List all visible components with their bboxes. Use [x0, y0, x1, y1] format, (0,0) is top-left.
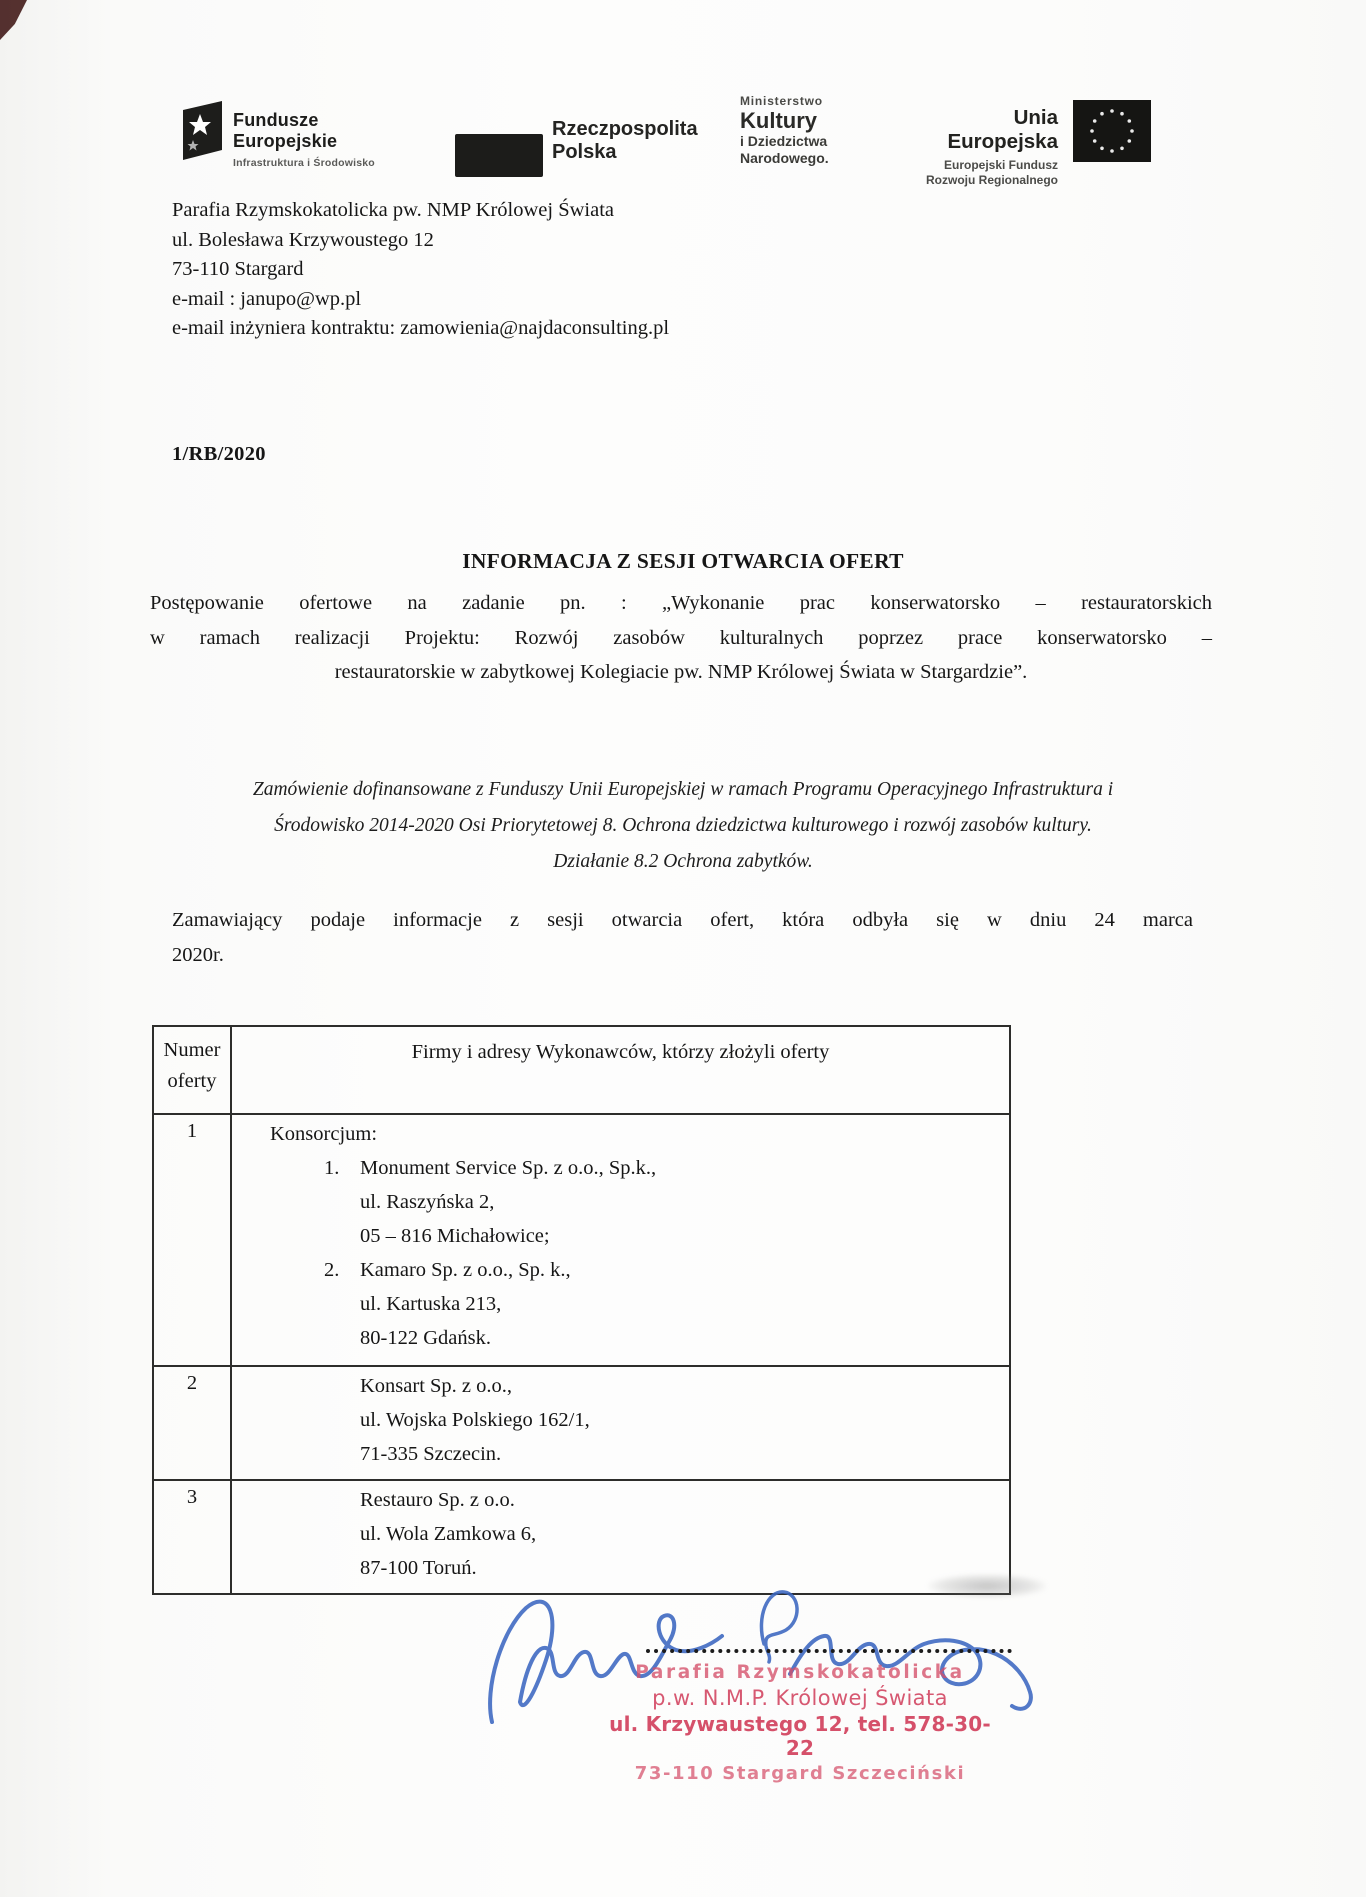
offers-table [152, 1025, 1011, 1595]
fundusze-europejskie-flag-icon [180, 100, 226, 162]
intro-line: restauratorskie w zabytkowej Kolegiacie pw. NMP Królowej Świata w Stargardzie”. [334, 661, 1028, 683]
sender-city: 73-110 Stargard [172, 258, 304, 280]
ministry-line1: Ministerstwo [740, 94, 823, 108]
funding-note-line: Działanie 8.2 Ochrona zabytków. [553, 851, 813, 872]
case-number: 1/RB/2020 [172, 443, 266, 465]
companies-header: Firmy i adresy Wykonawców, którzy złożyli oferty [411, 1041, 830, 1063]
eu-flag-icon [1073, 100, 1151, 162]
company-line: ul. Wola Zamkowa 6, [360, 1523, 537, 1545]
member-line: 05 – 816 Michałowice; [360, 1225, 550, 1247]
intro-line: Postępowanie ofertowe na zadanie pn. : „Wykonanie prac konserwatorsko – restauratorskich [150, 592, 1212, 614]
intro-paragraph [150, 586, 1212, 690]
stamp-line-patron: p.w. N.M.P. Królowej Świata [652, 1686, 948, 1710]
rzeczpospolita-line2: Polska [552, 141, 617, 163]
table-row [154, 1113, 1009, 1365]
offer-number-cell: 2 [154, 1367, 232, 1479]
poland-flag-icon [455, 134, 543, 177]
member-line: Kamaro Sp. z o.o., Sp. k., [360, 1259, 571, 1281]
sender-name: Parafia Rzymskokatolicka pw. NMP Królowej Świata [172, 199, 614, 221]
consortium-member [324, 1151, 999, 1253]
stamp-line-parish: Parafia Rzymskokatolicka [635, 1662, 965, 1683]
member-line: ul. Raszyńska 2, [360, 1191, 495, 1213]
sender-email: e-mail : janupo@wp.pl [172, 287, 362, 310]
offer-number-cell: 1 [154, 1115, 232, 1365]
member-address [360, 1253, 999, 1355]
stamp-line-street-phone: ul. Krzywaustego 12, tel. 578-30-22 [609, 1712, 991, 1760]
fundusze-europejskie-line2: Europejskie [233, 131, 338, 151]
sender-street: ul. Bolesława Krzywoustego 12 [172, 228, 434, 251]
intro-line: w ramach realizacji Projektu: Rozwój zasobów kulturalnych poprzez prace konserwatorsko – [150, 626, 1212, 649]
member-address [360, 1151, 999, 1253]
ministry-line2: Kultury [740, 108, 817, 133]
unia-europejska-line2: Europejski Fundusz [943, 158, 1058, 172]
announcement-paragraph [172, 903, 1193, 973]
consortium-member [324, 1253, 999, 1355]
member-line: 80-122 Gdańsk. [360, 1327, 491, 1349]
rzeczpospolita-polska-wordmark [552, 118, 698, 164]
funding-note-line: Zamówienie dofinansowane z Funduszy Unii Europejskiej w ramach Programu Operacyjnego Infrastruktura i [252, 779, 1114, 800]
table-row [154, 1479, 1009, 1593]
document-title: INFORMACJA Z SESJI OTWARCIA OFERT [462, 549, 904, 573]
ministry-line3: i Dziedzictwa [740, 133, 828, 149]
offer-company-cell [232, 1115, 1009, 1365]
company-line: 87-100 Toruń. [360, 1557, 477, 1579]
announcement-line: Zamawiający podaje informacje z sesji otwarcia ofert, która odbyła się w dniu 24 marca [172, 909, 1193, 931]
sender-address-block [172, 196, 669, 344]
offer-company-cell [232, 1367, 1009, 1479]
table-row [154, 1365, 1009, 1479]
member-line: Monument Service Sp. z o.o., Sp.k., [360, 1157, 657, 1179]
company-line: 71-335 Szczecin. [360, 1443, 502, 1465]
announcement-line: 2020r. [172, 944, 224, 966]
company-line: ul. Wojska Polskiego 162/1, [360, 1409, 590, 1431]
member-index: 1. [324, 1157, 340, 1179]
ministry-line4: Narodowego. [740, 150, 829, 166]
eu-funding-note [163, 772, 1203, 880]
consortium-label: Konsorcjum: [270, 1123, 378, 1145]
offer-number-cell: 3 [154, 1481, 232, 1593]
offer-company-cell [232, 1481, 1009, 1593]
contract-engineer-email: e-mail inżyniera kontraktu: zamowienia@najdaconsulting.pl [172, 317, 670, 339]
offers-table-header-row [154, 1027, 1009, 1113]
member-line: ul. Kartuska 213, [360, 1293, 502, 1315]
rzeczpospolita-line1: Rzeczpospolita [552, 118, 698, 140]
company-line: Konsart Sp. z o.o., [360, 1375, 513, 1397]
fundusze-europejskie-wordmark [233, 110, 375, 169]
parish-rubber-stamp [598, 1662, 1002, 1784]
member-index: 2. [324, 1259, 340, 1281]
company-line: Restauro Sp. z o.o. [360, 1489, 515, 1511]
fundusze-europejskie-line1: Fundusze [233, 110, 319, 130]
stamp-line-city: 73-110 Stargard Szczeciński [634, 1763, 966, 1784]
signature-dotted-line [646, 1649, 1012, 1653]
ministry-of-culture-wordmark [740, 94, 829, 167]
unia-europejska-line3: Rozwoju Regionalnego [926, 173, 1058, 187]
funding-note-line: Środowisko 2014-2020 Osi Priorytetowej 8. Ochrona dziedzictwa kulturowego i rozwój zasobów kultury. [274, 815, 1092, 836]
unia-europejska-wordmark [898, 106, 1058, 188]
unia-europejska-line1: Unia Europejska [947, 106, 1058, 153]
fundusze-europejskie-subtitle: Infrastruktura i Środowisko [233, 157, 375, 169]
offer-number-header: Numer oferty [154, 1027, 232, 1113]
eu-funding-logo-strip [0, 0, 1366, 190]
